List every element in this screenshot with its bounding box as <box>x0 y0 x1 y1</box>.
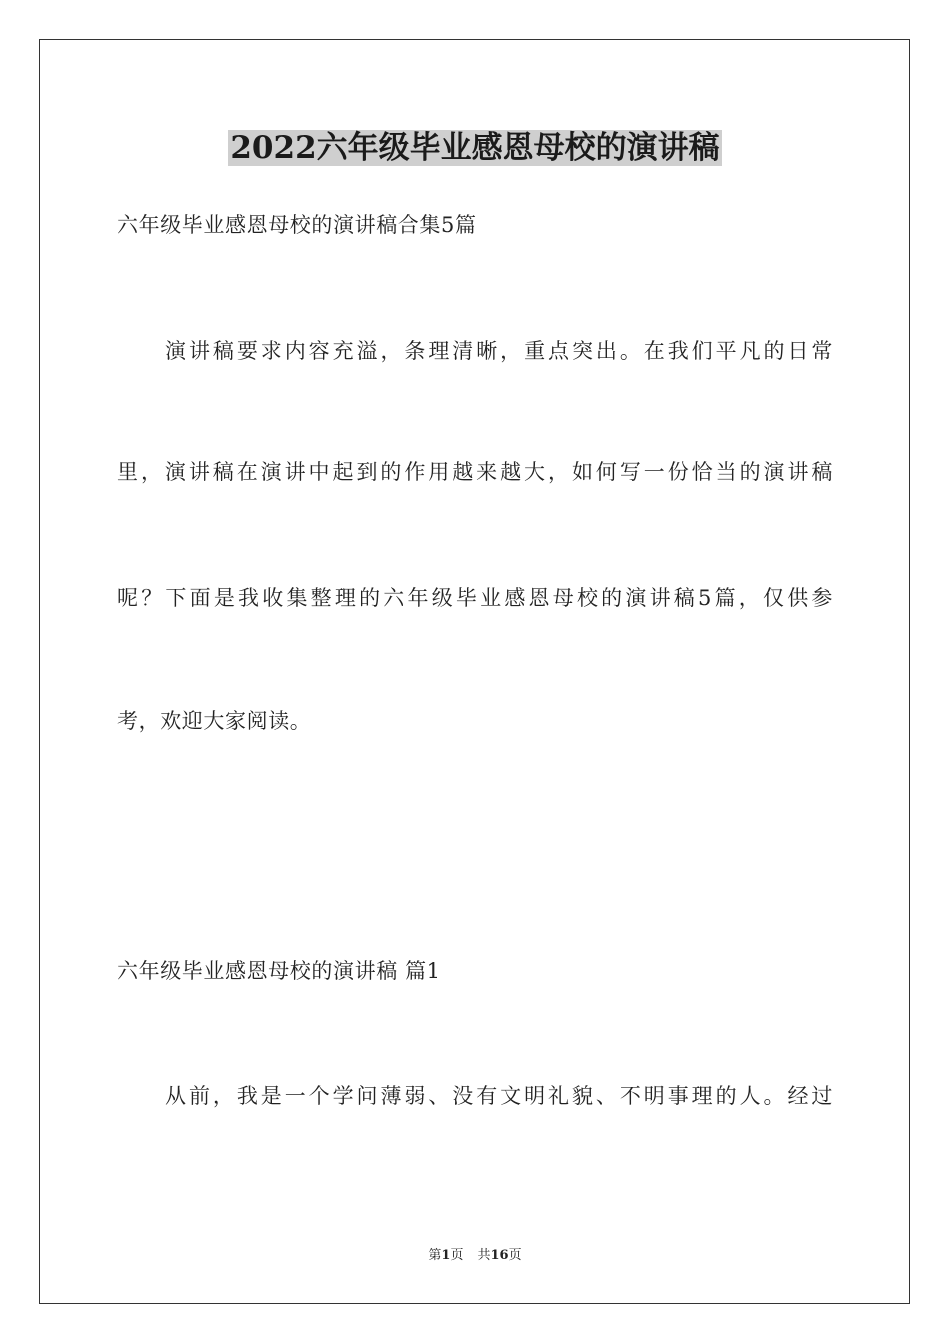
section-paragraph-line-1: 从前，我是一个学问薄弱、没有文明礼貌、不明事理的人。经过 <box>165 1084 833 1108</box>
document-subtitle: 六年级毕业感恩母校的演讲稿合集5篇 <box>117 213 477 237</box>
section-heading: 六年级毕业感恩母校的演讲稿 篇1 <box>117 959 441 983</box>
footer-page-prefix: 第 <box>428 1248 442 1263</box>
footer-total-pages: 16 <box>490 1248 509 1263</box>
document-title-text: 2022六年级毕业感恩母校的演讲稿 <box>230 130 720 166</box>
document-title <box>0 126 950 170</box>
footer-total-suffix: 页 <box>508 1248 522 1263</box>
intro-paragraph-line-1: 演讲稿要求内容充溢，条理清晰，重点突出。在我们平凡的日常 <box>165 339 833 363</box>
intro-paragraph-line-4: 考，欢迎大家阅读。 <box>117 709 312 733</box>
intro-paragraph-line-3: 呢？下面是我收集整理的六年级毕业感恩母校的演讲稿5篇，仅供参 <box>117 586 833 610</box>
page-footer <box>0 1247 950 1265</box>
footer-page-number: 1 <box>441 1248 451 1263</box>
footer-page-suffix: 页 <box>450 1248 464 1263</box>
intro-paragraph-line-2: 里，演讲稿在演讲中起到的作用越来越大，如何写一份恰当的演讲稿 <box>117 460 833 484</box>
footer-total-prefix: 共 <box>477 1248 491 1263</box>
